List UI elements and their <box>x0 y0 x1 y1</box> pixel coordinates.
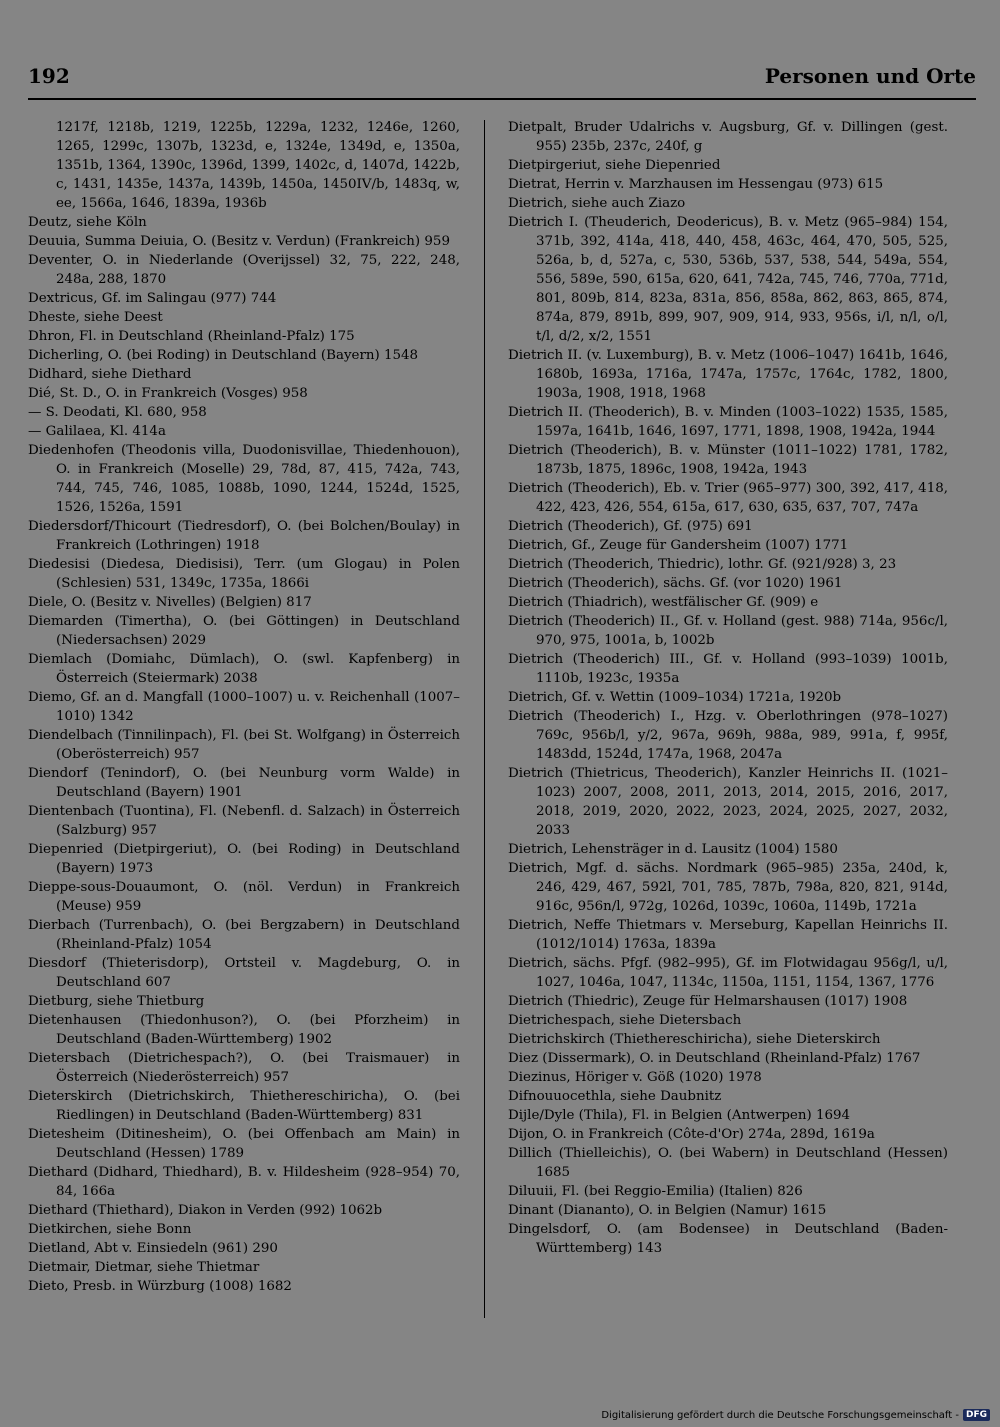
index-entry: Deutz, siehe Köln <box>28 215 147 230</box>
index-entry: Diele, O. (Besitz v. Nivelles) (Belgien) 817 <box>28 595 312 610</box>
index-entry: Dietrich, Gf. v. Wettin (1009–1034) 1721a, 1920b <box>508 690 842 705</box>
right-column <box>508 118 948 1258</box>
index-entry: Dietrich, Lehensträger in d. Lausitz (1004) 1580 <box>508 842 838 857</box>
index-entry: Dietrich, Gf., Zeuge für Gandersheim (1007) 1771 <box>508 538 849 553</box>
index-entry: Dillich (Thielleichis), O. (bei Wabern) in Deutschland (Hessen) 1685 <box>508 1146 948 1180</box>
index-entry: Dietrich (Theoderich) II., Gf. v. Holland (gest. 988) 714a, 956c/l, 970, 975, 1001a, b, 1002b <box>508 614 948 648</box>
index-entry: Dietesheim (Ditinesheim), O. (bei Offenbach am Main) in Deutschland (Hessen) 1789 <box>28 1127 460 1161</box>
index-entry: Dietrich II. (v. Luxemburg), B. v. Metz (1006–1047) 1641b, 1646, 1680b, 1693a, 1716a, 1747a, 1757c, 1764c, 1782, 1800, 1903a, 1908, 1918, 1968 <box>508 348 949 401</box>
index-entry: Diesdorf (Thieterisdorp), Ortsteil v. Magdeburg, O. in Deutschland 607 <box>28 956 460 990</box>
index-entry: Dietrich (Theoderich), B. v. Münster (1011–1022) 1781, 1782, 1873b, 1875, 1896c, 1908, 1942a, 1943 <box>508 443 948 477</box>
index-entry: Dietrich, sächs. Pfgf. (982–995), Gf. im Flotwidagau 956g/l, u/l, 1027, 1046a, 1047, 1134c, 1150a, 1151, 1154, 1367, 1776 <box>508 956 948 990</box>
index-entry: Dietrich (Theoderich, Thiedric), lothr. Gf. (921/928) 3, 23 <box>508 557 897 572</box>
index-entry: Dietrichespach, siehe Dietersbach <box>508 1013 742 1028</box>
index-entry: Dieppe-sous-Douaumont, O. (nöl. Verdun) in Frankreich (Meuse) 959 <box>28 880 460 914</box>
index-entry: Diez (Dissermark), O. in Deutschland (Rheinland-Pfalz) 1767 <box>508 1051 921 1066</box>
index-entry: Dijon, O. in Frankreich (Côte-d'Or) 274a, 289d, 1619a <box>508 1127 875 1142</box>
index-entry: Diemarden (Timertha), O. (bei Göttingen) in Deutschland (Niedersachsen) 2029 <box>28 614 460 648</box>
index-entry: Dierbach (Turrenbach), O. (bei Bergzabern) in Deutschland (Rheinland-Pfalz) 1054 <box>28 918 460 952</box>
index-entry: Dietburg, siehe Thietburg <box>28 994 205 1009</box>
index-entry: Diethard (Didhard, Thiedhard), B. v. Hildesheim (928–954) 70, 84, 166a <box>28 1165 460 1199</box>
page-number: 192 <box>28 64 70 88</box>
index-entry: Dietenhausen (Thiedonhuson?), O. (bei Pforzheim) in Deutschland (Baden-Württemberg) 1902 <box>28 1013 460 1047</box>
page-title: Personen und Orte <box>764 64 976 88</box>
index-entry: Dieto, Presb. in Würzburg (1008) 1682 <box>28 1279 292 1294</box>
index-entry: Dietland, Abt v. Einsiedeln (961) 290 <box>28 1241 278 1256</box>
index-entry: Dietrat, Herrin v. Marzhausen im Hessengau (973) 615 <box>508 177 884 192</box>
index-entry: Dhron, Fl. in Deutschland (Rheinland-Pfalz) 175 <box>28 329 355 344</box>
index-entry: Dietrich, siehe auch Ziazo <box>508 196 686 211</box>
index-entry: Deuuia, Summa Deiuia, O. (Besitz v. Verdun) (Frankreich) 959 <box>28 234 450 249</box>
index-entry: Dié, St. D., O. in Frankreich (Vosges) 958 <box>28 386 308 401</box>
index-entry: Diemlach (Domiahc, Dümlach), O. (swl. Kapfenberg) in Österreich (Steiermark) 2038 <box>28 652 460 686</box>
index-entry: Dietrich (Theoderich) I., Hzg. v. Oberlothringen (978–1027) 769c, 956b/l, y/2, 967a, 969h, 988a, 989, 991a, f, 995f, 1483dd, 1524d, 1747a, 1968, 2047a <box>508 709 948 762</box>
index-entry: Dietmair, Dietmar, siehe Thietmar <box>28 1260 260 1275</box>
index-entry: Diethard (Thiethard), Diakon in Verden (992) 1062b <box>28 1203 383 1218</box>
index-entry: Dientenbach (Tuontina), Fl. (Nebenfl. d. Salzach) in Österreich (Salzburg) 957 <box>28 804 460 838</box>
index-entry: Dietrich, Neffe Thietmars v. Merseburg, Kapellan Heinrichs II. (1012/1014) 1763a, 1839a <box>508 918 948 952</box>
index-entry: Dietrich II. (Theoderich), B. v. Minden (1003–1022) 1535, 1585, 1597a, 1641b, 1646, 1697, 1771, 1898, 1908, 1942a, 1944 <box>508 405 948 439</box>
index-entry: Dietpirgeriut, siehe Diepenried <box>508 158 721 173</box>
index-entry: Dieterskirch (Dietrichskirch, Thiethereschiricha), O. (bei Riedlingen) in Deutschland (Baden-Württemberg) 831 <box>28 1089 460 1123</box>
index-entry: Diendorf (Tenindorf), O. (bei Neunburg vorm Walde) in Deutschland (Bayern) 1901 <box>28 766 460 800</box>
index-entry: Dextricus, Gf. im Salingau (977) 744 <box>28 291 277 306</box>
index-entry: Diezinus, Höriger v. Göß (1020) 1978 <box>508 1070 762 1085</box>
index-entry: Dicherling, O. (bei Roding) in Deutschland (Bayern) 1548 <box>28 348 419 363</box>
column-divider <box>484 120 485 1318</box>
index-entry: Dinant (Diananto), O. in Belgien (Namur) 1615 <box>508 1203 827 1218</box>
left-column <box>28 118 460 1296</box>
footer <box>601 1409 990 1421</box>
index-entry: Didhard, siehe Diethard <box>28 367 192 382</box>
index-entry: 1217f, 1218b, 1219, 1225b, 1229a, 1232, 1246e, 1260, 1265, 1299c, 1307b, 1323d, e, 1324e, 1349d, e, 1350a, 1351b, 1364, 1390c, 1396d, 1399, 1402c, d, 1407d, 1422b, c, 1431, 1435e, 1437a, 1439b, 1450a, 1450IV/b, 1483q, w, ee, 1566a, 1646, 1839a, 1936b <box>56 120 460 211</box>
index-entry: Diemo, Gf. an d. Mangfall (1000–1007) u. v. Reichenhall (1007–1010) 1342 <box>28 690 460 724</box>
index-entry: Dietrich, Mgf. d. sächs. Nordmark (965–985) 235a, 240d, k, 246, 429, 467, 592l, 701, 785, 787b, 798a, 820, 821, 914d, 916c, 956n/l, 972g, 1026d, 1039c, 1060a, 1149b, 1721a <box>508 861 948 914</box>
index-entry: Dietrich I. (Theuderich, Deodericus), B. v. Metz (965–984) 154, 371b, 392, 414a, 418, 440, 458, 463c, 464, 470, 505, 525, 526a, b, d, 527a, c, 530, 536b, 537, 538, 544, 549a, 554, 556, 589e, 590, 615a, 620, 641, 742a, 745, 746, 770a, 771d, 801, 809b, 814, 823a, 831a, 856, 858a, 862, 863, 865, 874, 874a, 879, 891b, 899, 907, 909, 914, 933, 956s, i/l, n/l, o/l, t/l, d/2, x/2, 1551 <box>508 215 948 344</box>
page-header <box>28 62 976 100</box>
dfg-logo: DFG <box>963 1409 990 1421</box>
index-entry: Diedenhofen (Theodonis villa, Duodonisvillae, Thiedenhouon), O. in Frankreich (Moselle) 29, 78d, 87, 415, 742a, 743, 744, 745, 746, 1085, 1088b, 1090, 1244, 1524d, 1525, 1526, 1526a, 1591 <box>28 443 460 515</box>
index-entry: Diepenried (Dietpirgeriut), O. (bei Roding) in Deutschland (Bayern) 1973 <box>28 842 460 876</box>
index-entry: Dietrich (Theoderich) III., Gf. v. Holland (993–1039) 1001b, 1110b, 1923c, 1935a <box>508 652 948 686</box>
index-entry: Dietpalt, Bruder Udalrichs v. Augsburg, Gf. v. Dillingen (gest. 955) 235b, 237c, 240f, g <box>508 120 948 154</box>
index-entry: Dijle/Dyle (Thila), Fl. in Belgien (Antwerpen) 1694 <box>508 1108 851 1123</box>
index-entry: Dingelsdorf, O. (am Bodensee) in Deutschland (Baden-Württemberg) 143 <box>508 1222 948 1256</box>
index-entry: Diendelbach (Tinnilinpach), Fl. (bei St. Wolfgang) in Österreich (Oberösterreich) 957 <box>28 728 460 762</box>
index-entry: Dietrich (Thietricus, Theoderich), Kanzler Heinrichs II. (1021–1023) 2007, 2008, 2011, 2013, 2014, 2015, 2016, 2017, 2018, 2019, 2020, 2022, 2023, 2024, 2025, 2027, 2032, 2033 <box>508 766 948 838</box>
index-entry: Deventer, O. in Niederlande (Overijssel) 32, 75, 222, 248, 248a, 288, 1870 <box>28 253 460 287</box>
index-entry: Dheste, siehe Deest <box>28 310 163 325</box>
index-entry: — S. Deodati, Kl. 680, 958 <box>28 405 207 420</box>
index-entry: Difnouuocethla, siehe Daubnitz <box>508 1089 722 1104</box>
index-entry: Dietersbach (Dietrichespach?), O. (bei Traismauer) in Österreich (Niederösterreich) 957 <box>28 1051 460 1085</box>
index-entry: Dietrichskirch (Thiethereschiricha), siehe Dieterskirch <box>508 1032 881 1047</box>
index-entry: Dietkirchen, siehe Bonn <box>28 1222 192 1237</box>
index-entry: Diedersdorf/Thicourt (Tiedresdorf), O. (bei Bolchen/Boulay) in Frankreich (Lothringen) 1918 <box>28 519 460 553</box>
index-entry: Diedesisi (Diedesa, Diedisisi), Terr. (um Glogau) in Polen (Schlesien) 531, 1349c, 1735a, 1866i <box>28 557 460 591</box>
index-entry: Dietrich (Theoderich), Gf. (975) 691 <box>508 519 753 534</box>
index-entry: — Galilaea, Kl. 414a <box>28 424 166 439</box>
footer-text: Digitalisierung gefördert durch die Deutsche Forschungsgemeinschaft - <box>601 1409 959 1421</box>
index-entry: Diluuii, Fl. (bei Reggio-Emilia) (Italien) 826 <box>508 1184 803 1199</box>
index-entry: Dietrich (Thiadrich), westfälischer Gf. (909) e <box>508 595 819 610</box>
index-entry: Dietrich (Theoderich), Eb. v. Trier (965–977) 300, 392, 417, 418, 422, 423, 426, 554, 615a, 617, 630, 635, 637, 707, 747a <box>508 481 948 515</box>
index-entry: Dietrich (Theoderich), sächs. Gf. (vor 1020) 1961 <box>508 576 843 591</box>
index-entry: Dietrich (Thiedric), Zeuge für Helmarshausen (1017) 1908 <box>508 994 908 1009</box>
